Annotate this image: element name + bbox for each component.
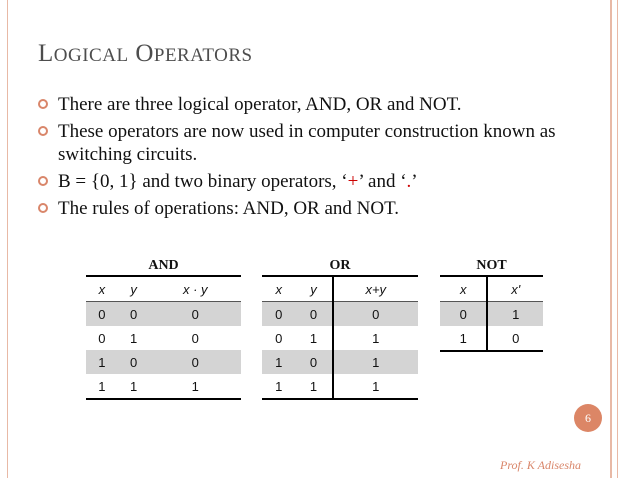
- header-cell: x': [487, 276, 543, 302]
- table-caption: NOT: [476, 258, 507, 273]
- bullet-item: The rules of operations: AND, OR and NOT.: [38, 197, 598, 220]
- bullet-circle-icon: [38, 203, 48, 213]
- and-truth-table: [86, 258, 241, 400]
- right-border-line-thin: [617, 0, 618, 478]
- bullet-item: B = {0, 1} and two binary operators, ‘+’ and ‘.’: [38, 170, 598, 193]
- table-caption: AND: [148, 258, 179, 273]
- slide-title: LOGICAL OPERATORS: [38, 40, 253, 67]
- header-cell: x: [262, 276, 295, 302]
- table-row: 1 1 1: [86, 374, 241, 399]
- page-number-badge: 6: [574, 404, 602, 432]
- right-border-line: [610, 0, 612, 478]
- header-cell: y: [295, 276, 332, 302]
- bullet-list: [38, 93, 598, 224]
- table-row: 0 1: [440, 302, 543, 327]
- bullet-circle-icon: [38, 126, 48, 136]
- table-row: 1 1 1: [262, 374, 418, 399]
- bullet-item: These operators are now used in computer construction known as switching circuits.: [38, 120, 598, 166]
- not-truth-table: [440, 258, 543, 352]
- table-row: 0 1 0: [98, 330, 199, 346]
- table-row: 1 0 1: [262, 350, 418, 374]
- header-cell: x+y: [333, 276, 419, 302]
- plus-operator: +: [347, 171, 359, 192]
- bullet-circle-icon: [38, 99, 48, 109]
- header-cell: x: [86, 276, 118, 302]
- dot-operator: .: [406, 171, 412, 192]
- author-footer: Prof. K Adisesha: [500, 458, 582, 472]
- table-row: 0 0 0: [262, 302, 418, 327]
- bullet-item: There are three logical operator, AND, OR and NOT.: [38, 93, 598, 116]
- table-row: 1 0: [440, 326, 543, 351]
- table-caption: OR: [329, 258, 351, 273]
- header-cell: x · y: [150, 276, 241, 302]
- bullet-circle-icon: [38, 176, 48, 186]
- table-row: 1 0 0: [86, 350, 241, 374]
- table-row: 0 1 1: [262, 326, 418, 350]
- header-cell: y: [118, 276, 150, 302]
- or-truth-table: [262, 258, 418, 400]
- header-cell: x: [440, 276, 487, 302]
- left-border-line: [7, 0, 8, 478]
- table-row: 0 0 0: [86, 302, 241, 327]
